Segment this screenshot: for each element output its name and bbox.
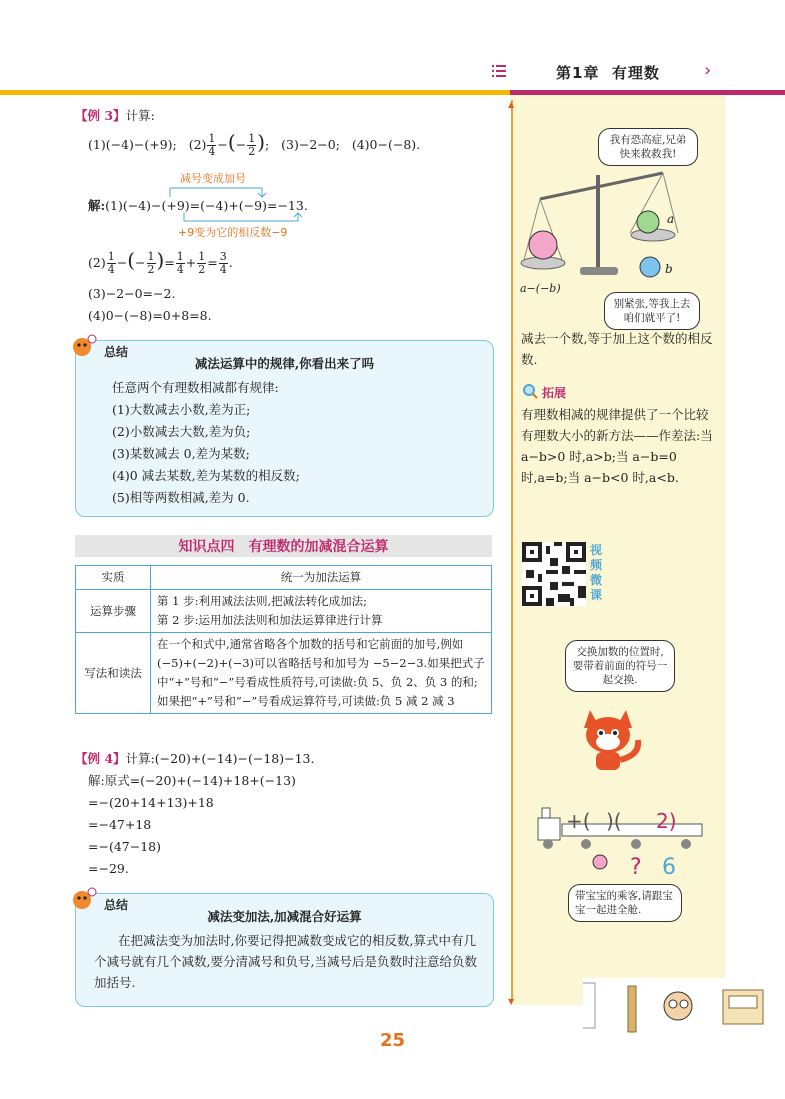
summary-table <box>75 565 492 714</box>
fraction <box>219 251 228 276</box>
frac-den: 4 <box>176 263 184 276</box>
summary-item: (4)0 减去某数,差为某数的相反数; <box>112 468 300 483</box>
summary-intro: 任意两个有理数相减都有规律: <box>112 380 279 395</box>
svg-text:)(: )( <box>606 809 622 833</box>
summary-box-1 <box>75 340 494 517</box>
q1: (1)(−4)−(+9); <box>88 137 177 152</box>
table-cell: 实质 <box>76 566 151 590</box>
frac-num: 1 <box>176 250 184 263</box>
frac-den: 4 <box>107 263 115 276</box>
chapter-name: 有理数 <box>611 64 660 82</box>
fraction <box>247 133 256 158</box>
example3-questions: (1)(−4)−(+9); (2) $\frac{1}{4}$ −(− $\frac{1}{2}$ ); (3)−2−0; (4)0−(−8). <box>88 130 421 158</box>
scale-label: a−(−b) <box>520 282 561 295</box>
solution-3: (3)−2−0=−2. <box>88 286 176 301</box>
fraction <box>207 133 216 158</box>
speech-bubble: 别紧张,等我上去咱们就平了! <box>604 292 700 330</box>
svg-text:2): 2) <box>656 809 677 833</box>
expand-label: 拓展 <box>542 386 567 400</box>
frac-num: 1 <box>147 250 155 263</box>
frac-den: 2 <box>147 263 155 276</box>
frac-num: 1 <box>248 132 256 145</box>
train-illustration <box>536 800 706 850</box>
example4-line: =−47+18 <box>88 817 152 832</box>
fraction <box>107 251 116 276</box>
summary-body: 在把减法变为加法时,你要记得把减数变成它的相反数,算式中有几个减号就有几个减数,要分清减号和负号,当减号后是负数时注意给负数加括号. <box>94 933 477 990</box>
side-note: 减去一个数,等于加上这个数的相反数. <box>521 331 713 367</box>
balance-scale-illustration <box>518 165 688 285</box>
speech-bubble: 交换加数的位置时,要带着前面的符号一起交换. <box>565 640 675 692</box>
plus-sign: + <box>185 255 197 270</box>
q2-prefix: (2) <box>188 137 207 152</box>
expand-body: 有理数相减的规律提供了一个比较有理数大小的新方法——作差法:当 a−b>0 时,a>b;当 a−b=0 时,a=b;当 a−b<0 时,a<b. <box>521 407 713 485</box>
solution-4: (4)0−(−8)=0+8=8. <box>88 308 212 323</box>
page-number: 25 <box>379 1030 406 1051</box>
sol2-prefix: (2) <box>88 255 106 270</box>
example3-label: 【例 3】 <box>75 108 126 123</box>
example4-line: 解:原式=(−20)+(−14)+18+(−13) <box>88 773 296 788</box>
arrow-up-icon: ▲ <box>508 100 515 109</box>
chapter-title <box>556 62 660 83</box>
summary-title: 减法运算中的规律,你看出来了吗 <box>194 356 375 371</box>
frac-den: 4 <box>219 263 227 276</box>
summary-item: (3)某数减去 0,差为某数; <box>112 446 250 461</box>
chevron-right-icon[interactable]: › <box>704 60 712 81</box>
example3-heading <box>75 105 155 126</box>
speech-bubble: 带宝宝的乘客,请跟宝宝一起进全舱. <box>568 884 682 922</box>
example4-line: =−29. <box>88 861 129 876</box>
summary-label: 总结 <box>104 345 129 359</box>
q3: (3)−2−0; <box>281 137 340 152</box>
qr-label: 视频微课 <box>590 543 603 602</box>
arrow-down-icon: ▼ <box>508 997 515 1006</box>
frac-den: 2 <box>198 263 206 276</box>
solution-line2: (2) $\frac{1}{4}$ −(− $\frac{1}{2}$ )= $\frac{1}{4}$ + $\frac{1}{2}$ = $\frac{3}{4}$ . <box>88 248 233 276</box>
annotation-top: 减号变成加号 <box>180 172 246 185</box>
qr-code-icon[interactable] <box>522 542 586 606</box>
section-title: 知识点四 有理数的加减混合运算 <box>178 539 389 555</box>
annotation-bottom: +9变为它的相反数−9 <box>178 226 288 239</box>
side-divider <box>511 100 513 1000</box>
table-cell: 写法和读法 <box>76 633 151 714</box>
example4-heading <box>75 748 314 769</box>
speech-bubble: 我有恐高症,兄弟快来救救我! <box>598 128 698 166</box>
example4-line: =−(20+14+13)+18 <box>88 795 214 810</box>
chapter-number: 第1章 <box>556 64 600 82</box>
table-cell: 运算步骤 <box>76 590 151 633</box>
summary-box-2 <box>75 893 494 1007</box>
summary-item: (5)相等两数相减,差为 0. <box>112 490 250 505</box>
table-cell-line: 第 1 步:利用减法法则,把减法转化成加法; <box>157 594 368 608</box>
fox-illustration <box>578 700 648 775</box>
label-b: b <box>665 262 673 276</box>
summary-label: 总结 <box>104 898 129 912</box>
solution-1: (1)(−4)−(+9)=(−4)+(−9)=−13. <box>105 198 308 213</box>
frac-num: 3 <box>219 250 227 263</box>
summary-item: (2)小数减去大数,差为负; <box>112 424 251 439</box>
magnifier-icon <box>522 383 538 403</box>
fraction <box>176 251 185 276</box>
table-cell: 在一个和式中,通常省略各个加数的括号和它前面的加号,例如(−5)+(−2)+(−3)可以省略括号和加号为 −5−2−3.如果把式子中“+”号和“−”号看成性质符号,可读做:负 5、负 2、负 3 的和;如果把“+”号和“−”号看成运算符号,可读做:负 5 减 2 减 3 <box>151 633 492 714</box>
table-row <box>76 566 492 590</box>
characters-illustration <box>590 848 685 883</box>
frac-den: 4 <box>208 145 216 158</box>
frac-den: 2 <box>248 145 256 158</box>
summary-title: 减法变加法,加减混合好运算 <box>207 909 362 924</box>
minus-sign: − <box>217 137 228 152</box>
fraction <box>197 251 206 276</box>
example3-prompt: 计算: <box>125 108 155 123</box>
equals-sign: = <box>164 255 175 270</box>
table-cell: 统一为加法运算 <box>151 566 492 590</box>
equals-sign: = <box>207 255 218 270</box>
list-icon[interactable] <box>492 63 506 77</box>
example4-line: =−(47−18) <box>88 839 161 854</box>
table-row <box>76 590 492 633</box>
table-cell <box>151 590 492 633</box>
example4-label: 【例 4】 <box>75 751 126 766</box>
solution-label: 解: <box>88 198 106 213</box>
example4-prompt: 计算:(−20)+(−14)−(−18)−13. <box>125 751 315 766</box>
frac-num: 1 <box>208 132 216 145</box>
svg-text:+(: +( <box>566 809 591 833</box>
svg-text:?: ? <box>630 855 642 880</box>
summary-item: (1)大数减去小数,差为正; <box>112 402 251 417</box>
minus-sign: − <box>235 137 247 152</box>
svg-text:6: 6 <box>662 855 676 880</box>
table-cell-line: 第 2 步:运用加法法则和加法运算律进行计算 <box>157 613 383 627</box>
fraction <box>147 251 156 276</box>
label-a: a <box>667 212 675 226</box>
frac-num: 1 <box>107 250 115 263</box>
minus-sign: − <box>135 255 146 270</box>
minus-sign: − <box>116 255 128 270</box>
table-row <box>76 633 492 714</box>
q2-tail: ; <box>265 137 270 152</box>
corner-illustration <box>583 978 783 1036</box>
q4: (4)0−(−8). <box>351 137 421 152</box>
frac-num: 1 <box>198 250 206 263</box>
